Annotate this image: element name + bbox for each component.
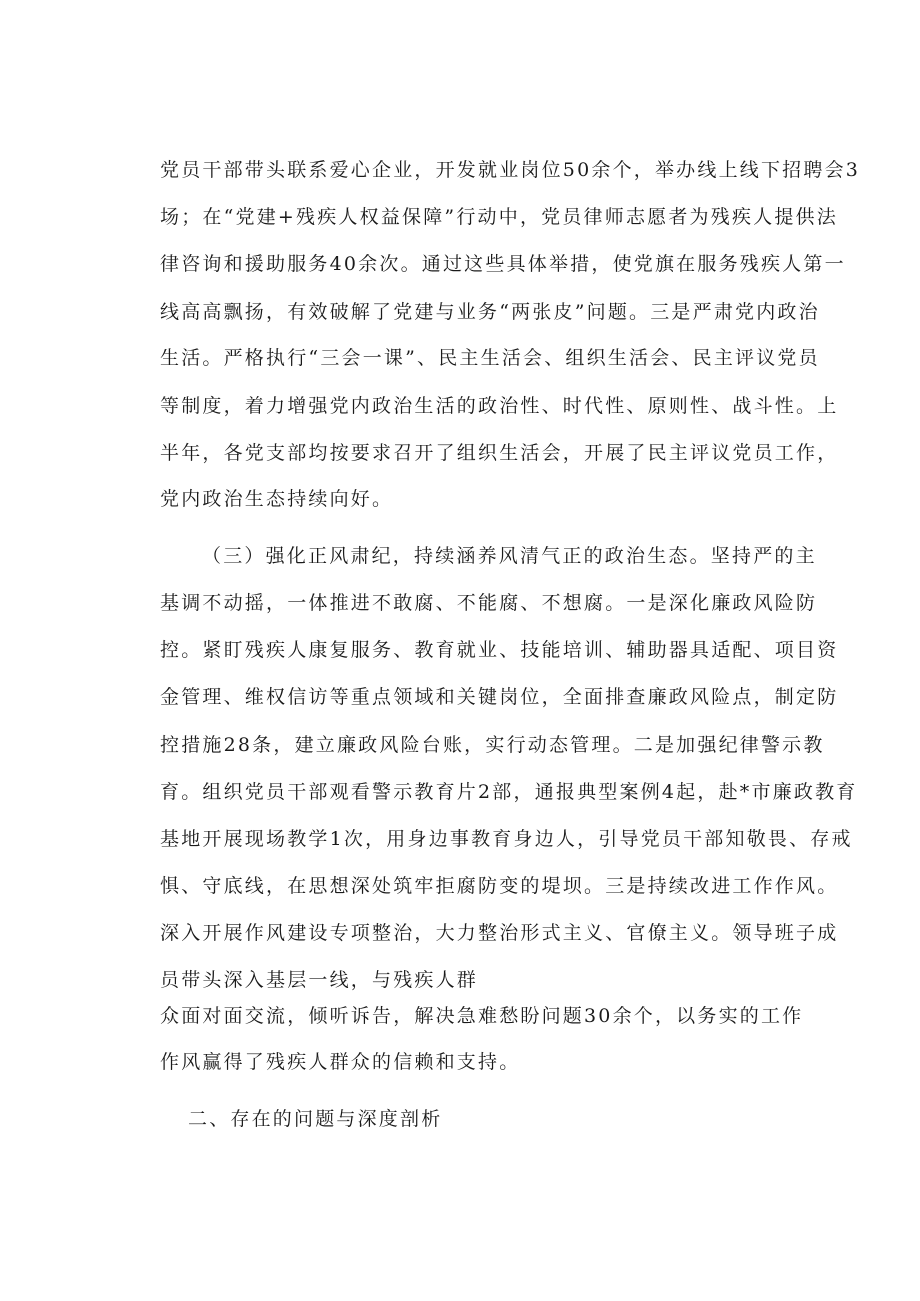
text-line-indented: （三）强化正风肃纪，持续涵养风清气正的政治生态。坚持严的主 [202,545,817,567]
text-line: 基调不动摇，一体推进不敢腐、不能腐、不想腐。一是深化廉政风险防 [160,592,818,614]
text-line: 半年，各党支部均按要求召开了组织生活会，开展了民主评议党员工作， [160,442,839,464]
text-line: 控措施28条，建立廉政风险台账，实行动态管理。二是加强纪律警示教 [160,734,825,756]
text-line: 生活。严格执行“三会一课”、民主生活会、组织生活会、民主评议党员 [160,347,820,369]
text-line: 惧、守底线，在思想深处筑牢拒腐防变的堤坝。三是持续改进工作作风。 [160,875,839,897]
text-line: 基地开展现场教学1次，用身边事教育身边人，引导党员干部知敬畏、存戒 [160,828,853,850]
text-line: 作风赢得了残疾人群众的信赖和支持。 [160,1051,521,1073]
text-line: 场；在“党建+残疾人权益保障”行动中，党员律师志愿者为残疾人提供法 [160,206,838,228]
text-line: 律咨询和援助服务40余次。通过这些具体举措，使党旗在服务残疾人第一 [160,253,846,275]
text-line: 控。紧盯残疾人康复服务、教育就业、技能培训、辅助器具适配、项目资 [160,639,839,661]
text-line: 党员干部带头联系爱心企业，开发就业岗位50余个，举办线上线下招聘会3 [160,159,861,181]
text-line: 员带头深入基层一线，与残疾人群 [160,969,479,991]
text-line: 等制度，着力增强党内政治生活的政治性、时代性、原则性、战斗性。上 [160,395,839,417]
text-line: 党内政治生态持续向好。 [160,488,394,510]
text-line: 众面对面交流，倾听诉告，解决急难愁盼问题30余个，以务实的工作 [160,1005,804,1027]
text-line: 线高高飘扬，有效破解了党建与业务“两张皮”问题。三是严肃党内政治 [160,301,820,323]
text-line: 深入开展作风建设专项整治，大力整治形式主义、官僚主义。领导班子成 [160,922,839,944]
section-heading: 二、存在的问题与深度剖析 [188,1108,443,1130]
text-line: 金管理、维权信访等重点领域和关键岗位，全面排查廉政风险点，制定防 [160,686,839,708]
text-line: 育。组织党员干部观看警示教育片2部，通报典型案例4起，赴*市廉政教育 [160,781,858,803]
